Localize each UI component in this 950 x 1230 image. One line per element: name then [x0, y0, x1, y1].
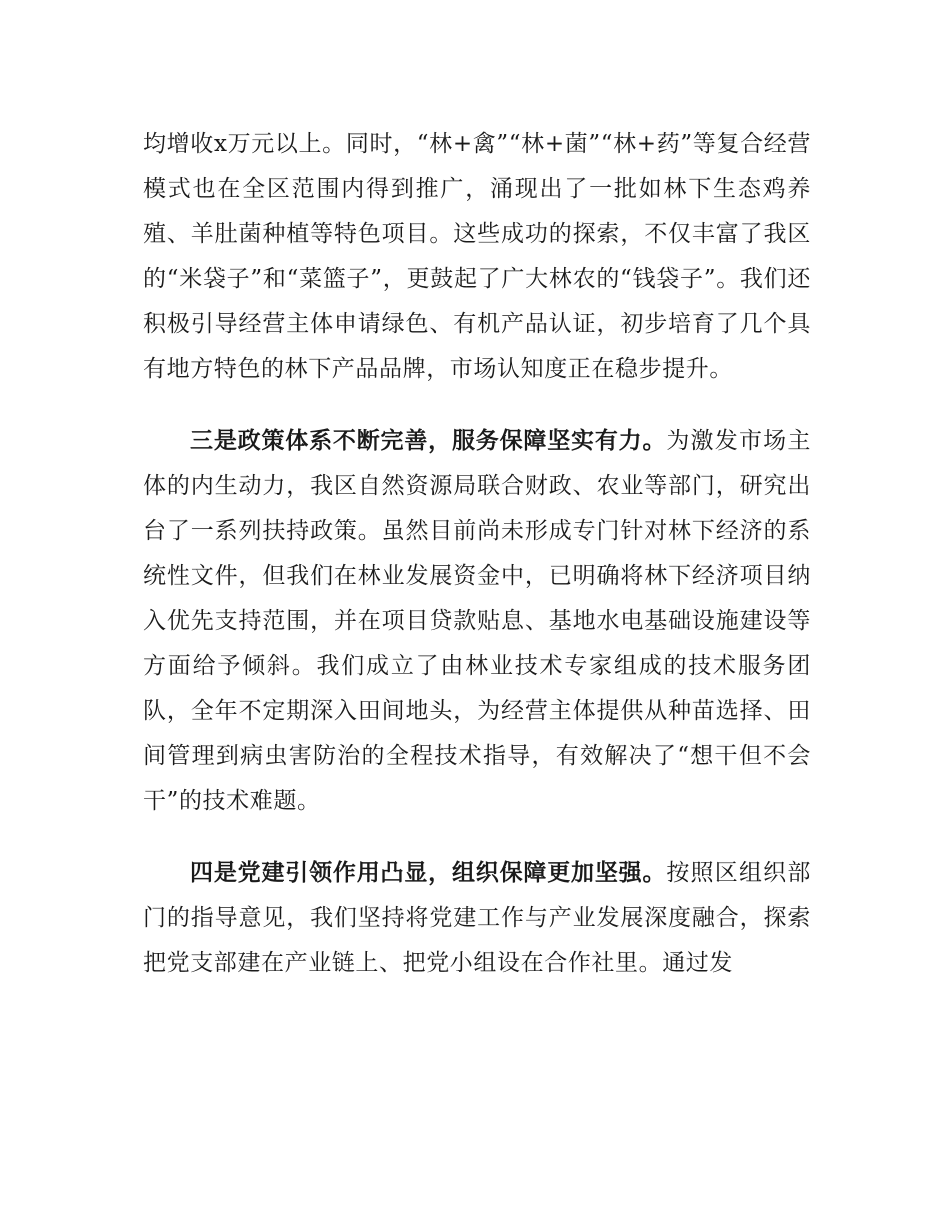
document-body	[143, 122, 811, 1013]
paragraph-text: 为激发市场主体的内生动力，我区自然资源局联合财政、农业等部门，研究出台了一系列扶持政策。虽然目前尚未形成专门针对林下经济的系统性文件，但我们在林业发展资金中，已明确将林下经济项目纳入优先支持范围，并在项目贷款贴息、基地水电基础设施建设等方面给予倾斜。我们成立了由林业技术专家组成的技术服务团队，全年不定期深入田间地头，为经营主体提供从种苗选择、田间管理到病虫害防治的全程技术指导，有效解决了“想干但不会干”的技术难题。	[143, 428, 811, 814]
paragraph-party-building	[143, 851, 811, 986]
paragraph-text: 均增收x万元以上。同时，“林+禽”“林+菌”“林+药”等复合经营模式也在全区范围内得到推广，涌现出了一批如林下生态鸡养殖、羊肚菌种植等特色项目。这些成功的探索，不仅丰富了我区的“米袋子”和“菜篮子”，更鼓起了广大林农的“钱袋子”。我们还积极引导经营主体申请绿色、有机产品认证，初步培育了几个具有地方特色的林下产品品牌，市场认知度正在稳步提升。	[143, 131, 811, 382]
paragraph-heading: 四是党建引领作用凸显，组织保障更加坚强。	[190, 860, 667, 886]
paragraph-text: 按照区组织部门的指导意见，我们坚持将党建工作与产业发展深度融合，探索把党支部建在产业链上、把党小组设在合作社里。通过发	[143, 860, 811, 976]
paragraph-heading: 三是政策体系不断完善，服务保障坚实有力。	[190, 428, 667, 454]
paragraph-policy-system	[143, 419, 811, 824]
paragraph-continuation	[143, 122, 811, 392]
